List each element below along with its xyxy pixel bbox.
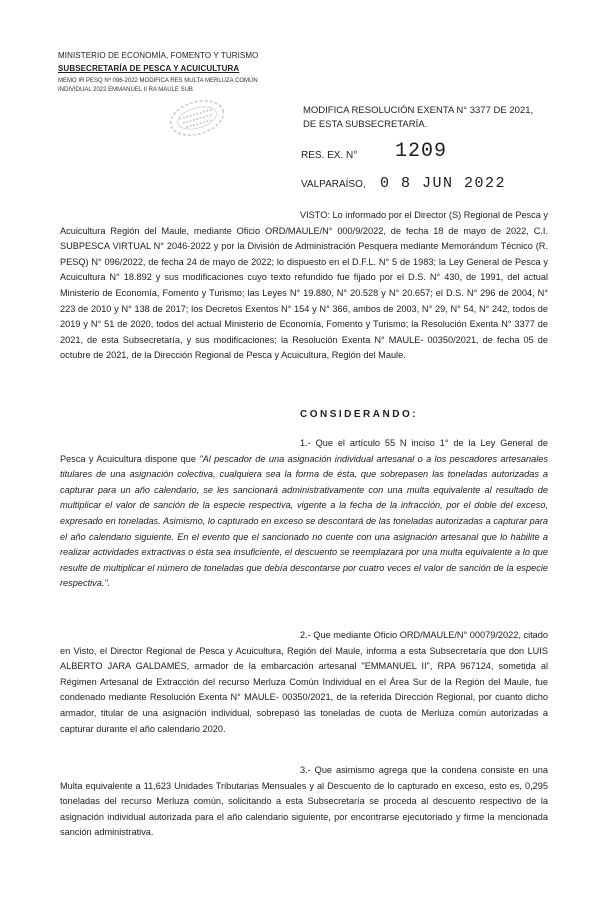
subsecretaria-name: SUBSECRETARÍA DE PESCA Y ACUICULTURA	[58, 64, 240, 73]
considerando-1-intro: 1.- Que el artículo 55 N inciso 1° de la Ley General de Pesca y Acuicultura dispone que	[60, 438, 548, 464]
reception-stamp-icon	[164, 93, 230, 144]
considerando-heading: CONSIDERANDO:	[300, 409, 419, 420]
memo-reference: MEMO IR PESQ Nº 096-2022 MODIFICA RES MULTA MERLUZA COMÚN	[58, 78, 258, 84]
resolution-number: 1209	[395, 140, 448, 163]
visto-paragraph: VISTO: Lo informado por el Director (S) Regional de Pesca y Acuicultura Región del Maule, mediante Oficio ORD/MAULE/N° 000/9/2022, de fecha 18 de mayo de 2022, C.I. SUBPESCA VIRTUAL N° 2046-2022 y por la División de Administración Pesquera mediante Memorándum Técnico (R. PESQ) N° 096/2022, de fecha 24 de mayo de 2022; lo dispuesto en el D.F.L. N° 5 de 1983; la Ley General de Pesca y Acuicultura N° 18.892 y sus modificaciones cuyo texto refundido fue fijado por el D.S. N° 430, de 1991, del actual Ministerio de Economía, Fomento y Turismo; las Leyes N° 19.880, N° 20.528 y N° 20.657; el D.S. N° 296 de 2004, N° 223 de 2010 y N° 138 de 2017; los Decretos Exentos N° 154 y N° 366, ambos de 2003, N° 29, N° 54, N° 242, todos de 2019 y N° 51 de 2020, todos del actual Ministerio de Economía, Fomento y Turismo; la Resolución Exenta N° 3377 de 2021, de esta Subsecretaría, y sus modificaciones; la Resolución Exenta N° MAULE- 00350/2021, de fecha 05 de octubre de 2021, de la Dirección Regional de Pesca y Acuicultura, Región del Maule.	[60, 210, 549, 361]
ministry-name: MINISTERIO DE ECONOMÍA, FOMENTO Y TURISMO	[58, 51, 259, 60]
resolution-title-line1: MODIFICA RESOLUCIÓN EXENTA N° 3377 DE 2021,	[303, 105, 534, 116]
resolution-date: 0 8 JUN 2022	[380, 175, 507, 192]
considerando-1	[60, 436, 548, 592]
resolution-title-line2: DE ESTA SUBSECRETARÍA.	[303, 119, 428, 130]
considerando-1-quote: "Al pescador de una asignación individual artesanal o a los pescadores artesanales titulares de una asignación colectiva, cualquiera sea la forma de ésta, que sobrepasen las toneladas autorizadas a capturar para un año calendario, se les sancionará administrativamente con una multa equivalente al resultado de multiplicar el valor de sanción de la especie respectiva, vigente a la fecha de la infracción, por el doble del exceso, expresado en toneladas. Asimismo, lo capturado en exceso se descontará de las toneladas autorizadas a capturar para el año calendario siguiente. En el evento que el sancionado no cuente con una asignación artesanal que lo habilite a realizar actividades extractivas o ésta sea insuficiente, el descuento se reemplazará por una multa equivalente a lo que resulte de multiplicar el número de toneladas que debía descontarse por cuatro veces el valor de sanción de la especie respectiva.".	[60, 453, 548, 589]
memo-reference-2: INDIVIDUAL 2022 EMMANUEL II RA MAULE SUB	[58, 87, 193, 93]
place-label: VALPARAÍSO,	[301, 179, 366, 190]
res-ex-label: RES. EX. N°	[301, 150, 358, 161]
considerando-3: 3.- Que asimismo agrega que la condena consiste en una Multa equivalente a 11,623 Unidades Tributarias Mensuales y al Descuento de lo capturado en exceso, esto es, 0,295 toneladas del recurso Merluza común, solicitando a esta Subsecretaría se proceda al descuento respectivo de la asignación individual autorizada para el año calendario siguiente, por encontrarse ejecutoriado y firme la mencionada sanción administrativa.	[60, 765, 548, 838]
considerando-2: 2.- Que mediante Oficio ORD/MAULE/N° 00079/2022, citado en Visto, el Director Regional de Pesca y Acuicultura, Región del Maule, informa a esta Subsecretaría que don LUIS ALBERTO JARA GALDAMES, armador de la embarcación artesanal "EMMANUEL II", RPA 967124, sometida al Régimen Artesanal de Extracción del recurso Merluza Común Individual en el Área Sur de la Región del Maule, fue condenado mediante Resolución Exenta N° MAULE- 00350/2021, de la referida Dirección Regional, por cuanto dicho armador, titular de una asignación individual, sobrepasó las toneladas de cuota de Merluza común autorizadas a capturar durante el año calendario 2020.	[60, 630, 548, 734]
